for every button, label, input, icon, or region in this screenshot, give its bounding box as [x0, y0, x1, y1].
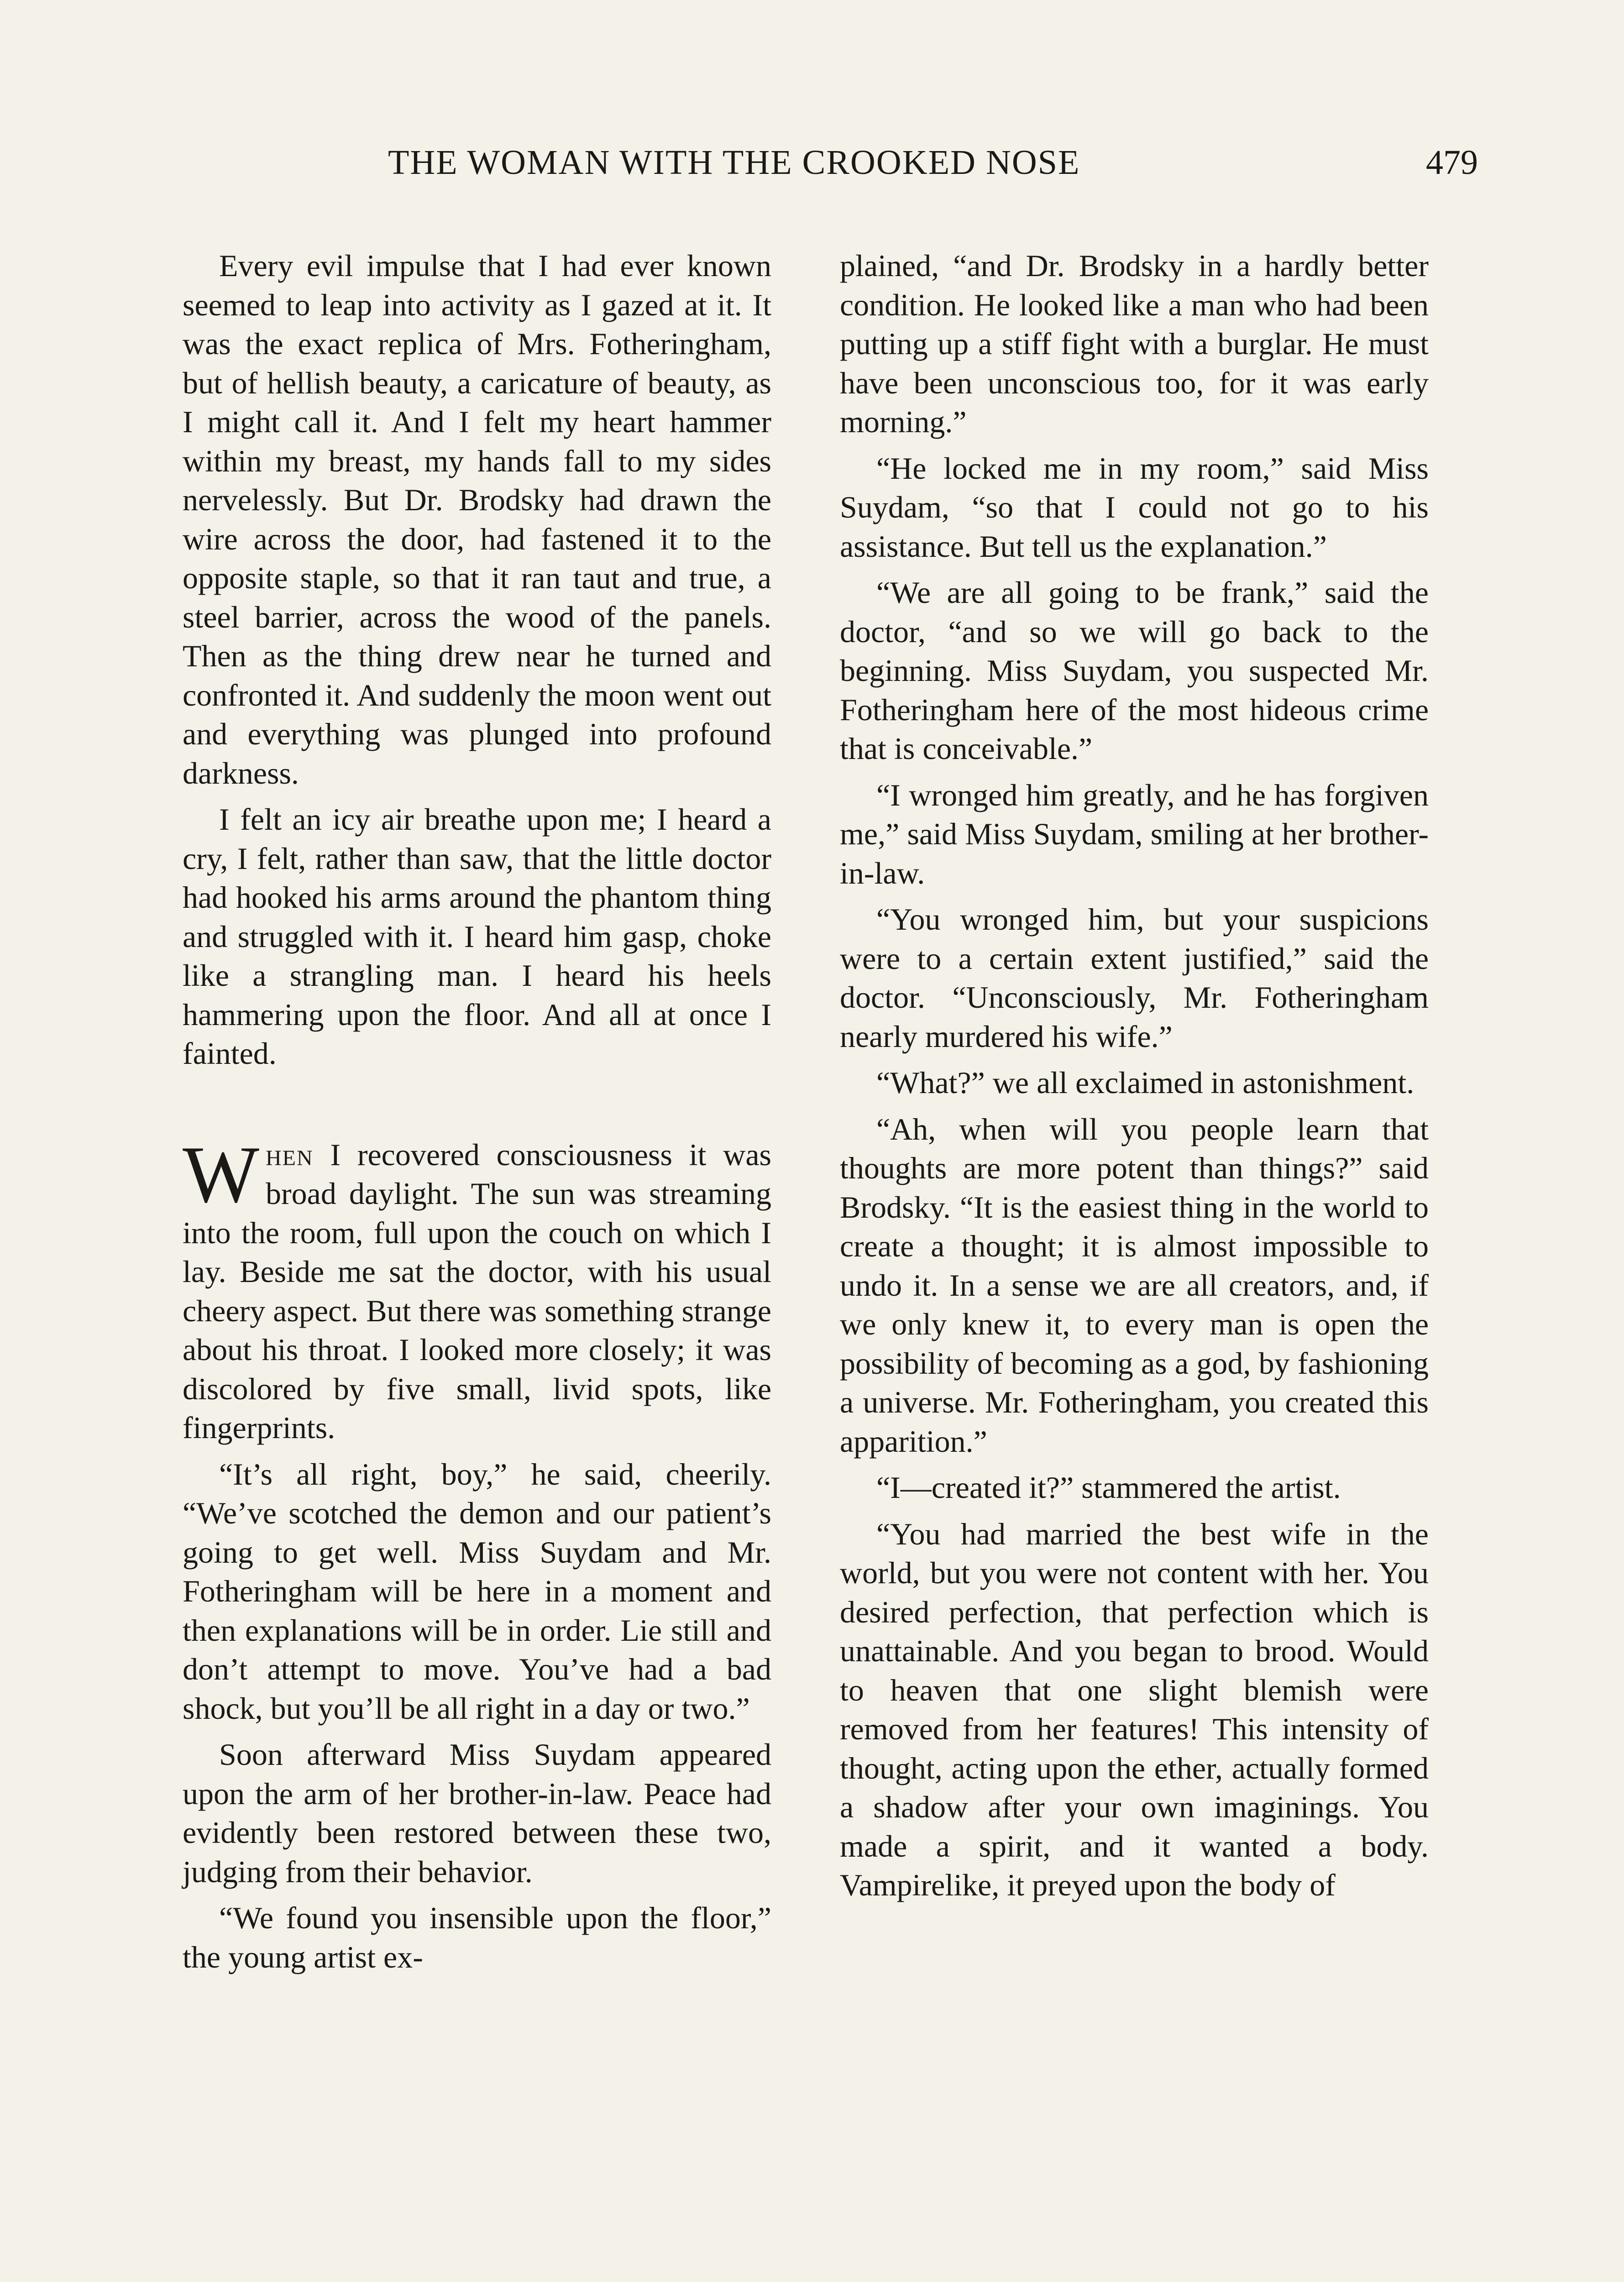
paragraph: “You had married the best wife in the world, but you were not content with her. You desired perfection, that perfection which is unattainable. And you began to brood. Would to heaven that one slight blemish were removed from her features! This intensity of thought, acting upon the ether, actually formed a shadow after your own imaginings. You made a spirit, and it wanted a body. Vampirelike, it preyed upon the body of — [840, 1516, 1429, 1902]
drop-cap: W — [183, 1129, 260, 1220]
right-column — [840, 246, 1429, 1912]
paragraph: “I—created it?” stammered the artist. — [876, 1470, 1341, 1505]
page-number: 479 — [1426, 143, 1478, 182]
paragraph: “It’s all right, boy,” he said, cheerily. “We’ve scotched the demon and our patient’s going to get well. Miss Suydam and Mr. Fotheringham will be here in a moment and then explanations will be in order. Lie still and don’t attempt to move. You’ve had a bad shock, but you’ll be all right in a day or two.” — [183, 1456, 771, 1726]
paragraph: “Ah, when will you people learn that thoughts are more potent than things?” said Brodsky. “It is the easiest thing in the world to create a thought; it is almost impossible to undo it. In a sense we are all creators, and, if we only knew it, to every man is open the possibility of becoming as a god, by fashioning a universe. Mr. Fotheringham, you created this apparition.” — [840, 1111, 1429, 1459]
running-head-title: THE WOMAN WITH THE CROOKED NOSE — [388, 143, 1080, 182]
paragraph: “I wronged him greatly, and he has forgiven me,” said Miss Suydam, smiling at her brother-in-law. — [840, 777, 1429, 890]
paragraph: “He locked me in my room,” said Miss Suydam, “so that I could not go to his assistance. But tell us the explanation.” — [840, 450, 1429, 564]
paragraph-text: I recovered consciousness it was broad daylight. The sun was streaming into the room, full upon the couch on which I lay. Beside me sat the doctor, with his usual cheery aspect. But there was something strange about his throat. I looked more closely; it was discolored by five small, livid spots, like fingerprints. — [183, 1137, 771, 1445]
paragraph: I felt an icy air breathe upon me; I heard a cry, I felt, rather than saw, that the little doctor had hooked his arms around the phantom thing and struggled with it. I heard him gasp, choke like a strangling man. I heard his heels hammering upon the floor. And all at once I fainted. — [183, 802, 771, 1071]
paragraph: “We found you insensible upon the floor,” the young artist ex- — [183, 1900, 771, 1974]
section-break — [183, 1081, 771, 1136]
paragraph: plained, “and Dr. Brodsky in a hardly better condition. He looked like a man who had been putting up a stiff fight with a burglar. He must have been unconscious too, for it was early morning.” — [840, 248, 1429, 439]
paragraph: Soon afterward Miss Suydam appeared upon the arm of her brother-in-law. Peace had evidently been restored between these two, judging from their behavior. — [183, 1737, 771, 1889]
small-caps-lead: hen — [266, 1137, 314, 1172]
paragraph: “What?” we all exclaimed in astonishment. — [876, 1065, 1414, 1100]
paragraph: “We are all going to be frank,” said the doctor, “and so we will go back to the beginning. Miss Suydam, you suspected Mr. Fotheringham here of the most hideous crime that is conceivable.” — [840, 575, 1429, 766]
paragraph: Every evil impulse that I had ever known seemed to leap into activity as I gazed at it. It was the exact replica of Mrs. Fotheringham, but of hellish beauty, a caricature of beauty, as I might call it. And I felt my heart hammer within my breast, my hands fall to my sides nervelessly. But Dr. Brodsky had drawn the wire across the door, had fastened it to the opposite staple, so that it ran taut and true, a steel barrier, across the wood of the panels. Then as the thing drew near he turned and confronted it. And suddenly the moon went out and everything was plunged into profound darkness. — [183, 248, 771, 790]
left-column — [183, 246, 771, 1984]
paragraph: “You wronged him, but your suspicions were to a certain extent justified,” said the doctor. “Unconsciously, Mr. Fotheringham nearly murdered his wife.” — [840, 902, 1429, 1054]
section-opening-paragraph — [183, 1129, 771, 1448]
